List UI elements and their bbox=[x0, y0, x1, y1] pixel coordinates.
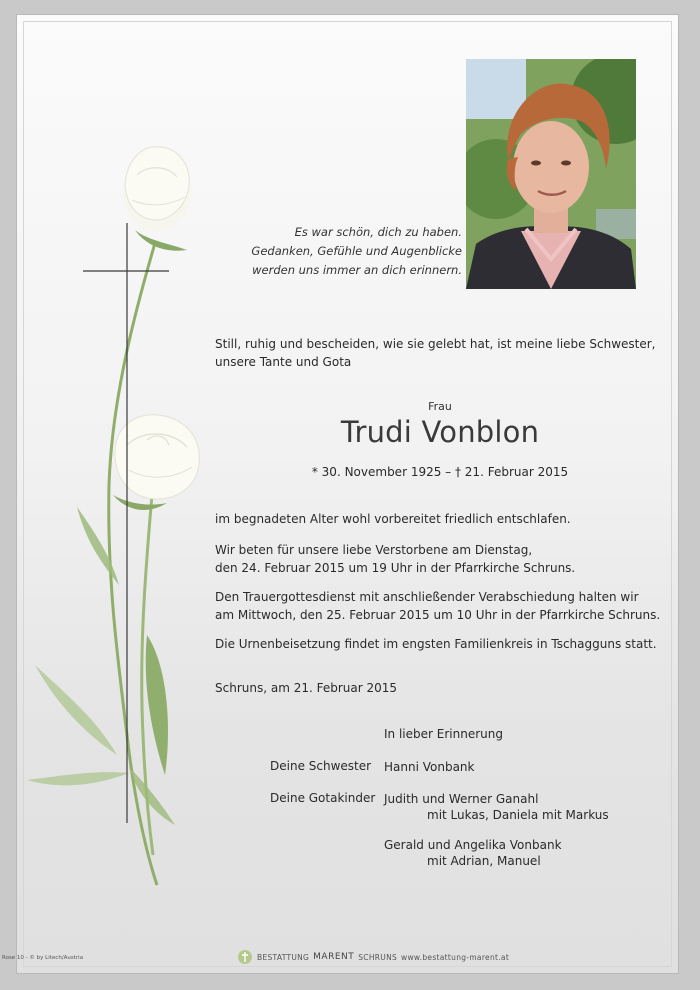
mourner-line: mit Lukas, Daniela mit Markus bbox=[427, 808, 609, 822]
godchildren-label: Deine Gotakinder bbox=[270, 791, 376, 805]
prayer-text bbox=[215, 541, 675, 577]
sister-label: Deine Schwester bbox=[270, 759, 372, 773]
passing-line: im begnadeten Alter wohl vorbereitet friedlich entschlafen. bbox=[215, 512, 571, 526]
footer-prefix: BESTATTUNG bbox=[257, 952, 310, 962]
service-text bbox=[215, 588, 675, 624]
urn-text bbox=[215, 635, 675, 653]
mourner-line: Gerald und Angelika Vonbank bbox=[384, 838, 562, 852]
motto-line: Es war schön, dich zu haben. bbox=[294, 225, 462, 239]
footer-brand: MARENT bbox=[313, 952, 355, 962]
prayer-line: den 24. Februar 2015 um 19 Uhr in der Pfarrkirche Schruns. bbox=[215, 561, 576, 575]
godchildren-family-1 bbox=[384, 791, 609, 823]
footer-url[interactable]: www.bestattung-marent.at bbox=[401, 952, 510, 962]
service-line: Den Trauergottesdienst mit anschließender Verabschiedung halten wir bbox=[215, 590, 639, 604]
prayer-line: Wir beten für unsere liebe Verstorbene am Dienstag, bbox=[215, 543, 533, 557]
portrait-photo bbox=[466, 59, 636, 289]
mourners-heading: In lieber Erinnerung bbox=[384, 727, 503, 741]
service-line: am Mittwoch, den 25. Februar 2015 um 10 Uhr in der Pfarrkirche Schruns. bbox=[215, 608, 661, 622]
urn-line: Die Urnenbeisetzung findet im engsten Familienkreis in Tschagguns statt. bbox=[215, 637, 657, 651]
motto-line: werden uns immer an dich erinnern. bbox=[252, 263, 462, 277]
intro-line: unsere Tante und Gota bbox=[215, 355, 352, 369]
intro-text bbox=[215, 335, 665, 371]
deceased-name: Trudi Vonblon bbox=[340, 415, 540, 449]
image-copyright: Rose 10 - © by Litech/Austria bbox=[2, 955, 84, 961]
intro-line: Still, ruhig und bescheiden, wie sie gelebt hat, ist meine liebe Schwester, bbox=[215, 337, 656, 351]
mourner-line: mit Adrian, Manuel bbox=[427, 854, 541, 868]
salutation: Frau bbox=[428, 400, 452, 413]
life-dates: * 30. November 1925 – † 21. Februar 2015 bbox=[311, 465, 569, 479]
footer-town: SCHRUNS bbox=[358, 952, 398, 962]
godchildren-family-2 bbox=[384, 837, 562, 869]
motto-line: Gedanken, Gefühle und Augenblicke bbox=[251, 244, 462, 258]
obituary-sheet bbox=[16, 14, 679, 974]
sister-name bbox=[384, 759, 475, 775]
funeral-home-footer bbox=[237, 949, 509, 965]
place-date: Schruns, am 21. Februar 2015 bbox=[215, 681, 398, 695]
mourner-line: Judith und Werner Ganahl bbox=[384, 792, 539, 806]
memorial-motto bbox=[232, 223, 462, 280]
mourner-line: Hanni Vonbank bbox=[384, 760, 475, 774]
passing-text bbox=[215, 510, 675, 528]
funeral-home-logo-icon bbox=[237, 949, 253, 965]
